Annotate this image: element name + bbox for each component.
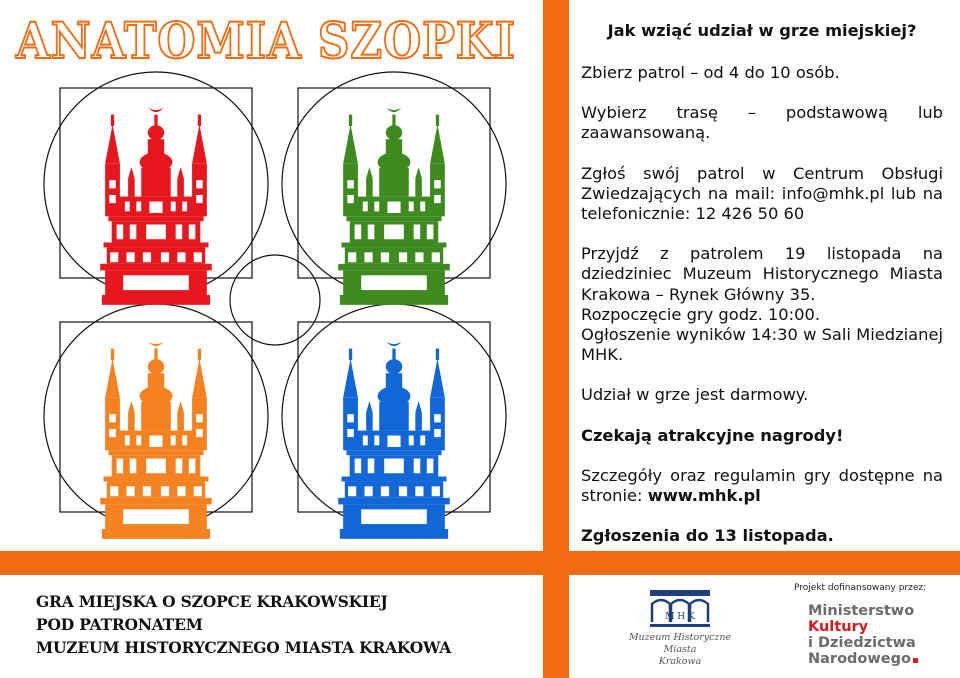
instruction-free: Udział w grze jest darmowy. [581,385,809,405]
instruction-meeting: Przyjdź z patrolem 19 listopada na dziedziniec Muzeum Historycznego Miasta Krakowa – Rynek Główny 35. [581,244,943,304]
mhk-caption-2: Krakowa [658,656,702,667]
ministry-line-4: Narodowego [808,651,911,667]
szopka-blue [338,342,450,539]
instruction-deadline [581,526,943,546]
footer-patronage [36,590,451,659]
instruction-rules [581,466,943,506]
footer-line-2: POD PATRONATEM [36,615,203,634]
szopka-red [100,108,212,305]
prizes-text: Czekają atrakcyjne nagrody! [581,425,844,445]
ministry-sponsor [790,583,950,673]
footer-line-1: GRA MIEJSKA O SZOPCE KRAKOWSKIEJ [36,592,388,611]
instruction-start-time: Rozpoczęcie gry godz. 10:00. [581,304,821,324]
instruction-route: Wybierz trasę – podstawową lub zaawansowaną. [581,103,943,143]
instructions-heading: Jak wziąć udział w grze miejskiej? [607,21,917,40]
instruction-prizes [581,426,943,446]
deadline-text: Zgłoszenia do 13 listopada. [581,526,834,546]
funding-note: Projekt dofinansowany przez: [794,583,927,593]
szopka-green [338,108,450,305]
instruction-register: Zgłoś swój patrol w Centrum Obsługi Zwiedzających na mail: info@mhk.pl lub na telefonicznie: 12 426 50 60 [581,163,943,224]
instruction-results: Ogłoszenie wyników 14:30 w Sali Miedzianej MHK. [581,325,943,365]
website-link[interactable]: www.mhk.pl [647,486,761,506]
ministry-line-2: Kultury [808,619,869,635]
mhk-letters: M H K [665,612,695,622]
ministry-line-1: Ministerstwo [808,603,915,619]
instruction-team: Zbierz patrol – od 4 do 10 osób. [581,63,840,82]
orange-vertical-bar [543,0,569,678]
game-instructions [581,20,943,566]
ministry-logo [808,603,950,667]
mhk-logo [614,590,746,667]
mhk-emblem-icon [650,590,710,628]
ministry-line-3: i Dziedzictwa [808,635,916,651]
red-dot-icon [913,658,918,663]
szopki-illustration [20,60,530,540]
szopka-orange [100,342,212,539]
poster-title-text: ANATOMIA SZOPKI [15,11,517,70]
rules-text: Szczegóły oraz regulamin gry dostępne na stronie: [581,465,943,506]
mhk-caption-1: Muzeum Historyczne Miasta [628,632,732,655]
footer-line-3: MUZEUM HISTORYCZNEGO MIASTA KRAKOWA [36,638,452,657]
